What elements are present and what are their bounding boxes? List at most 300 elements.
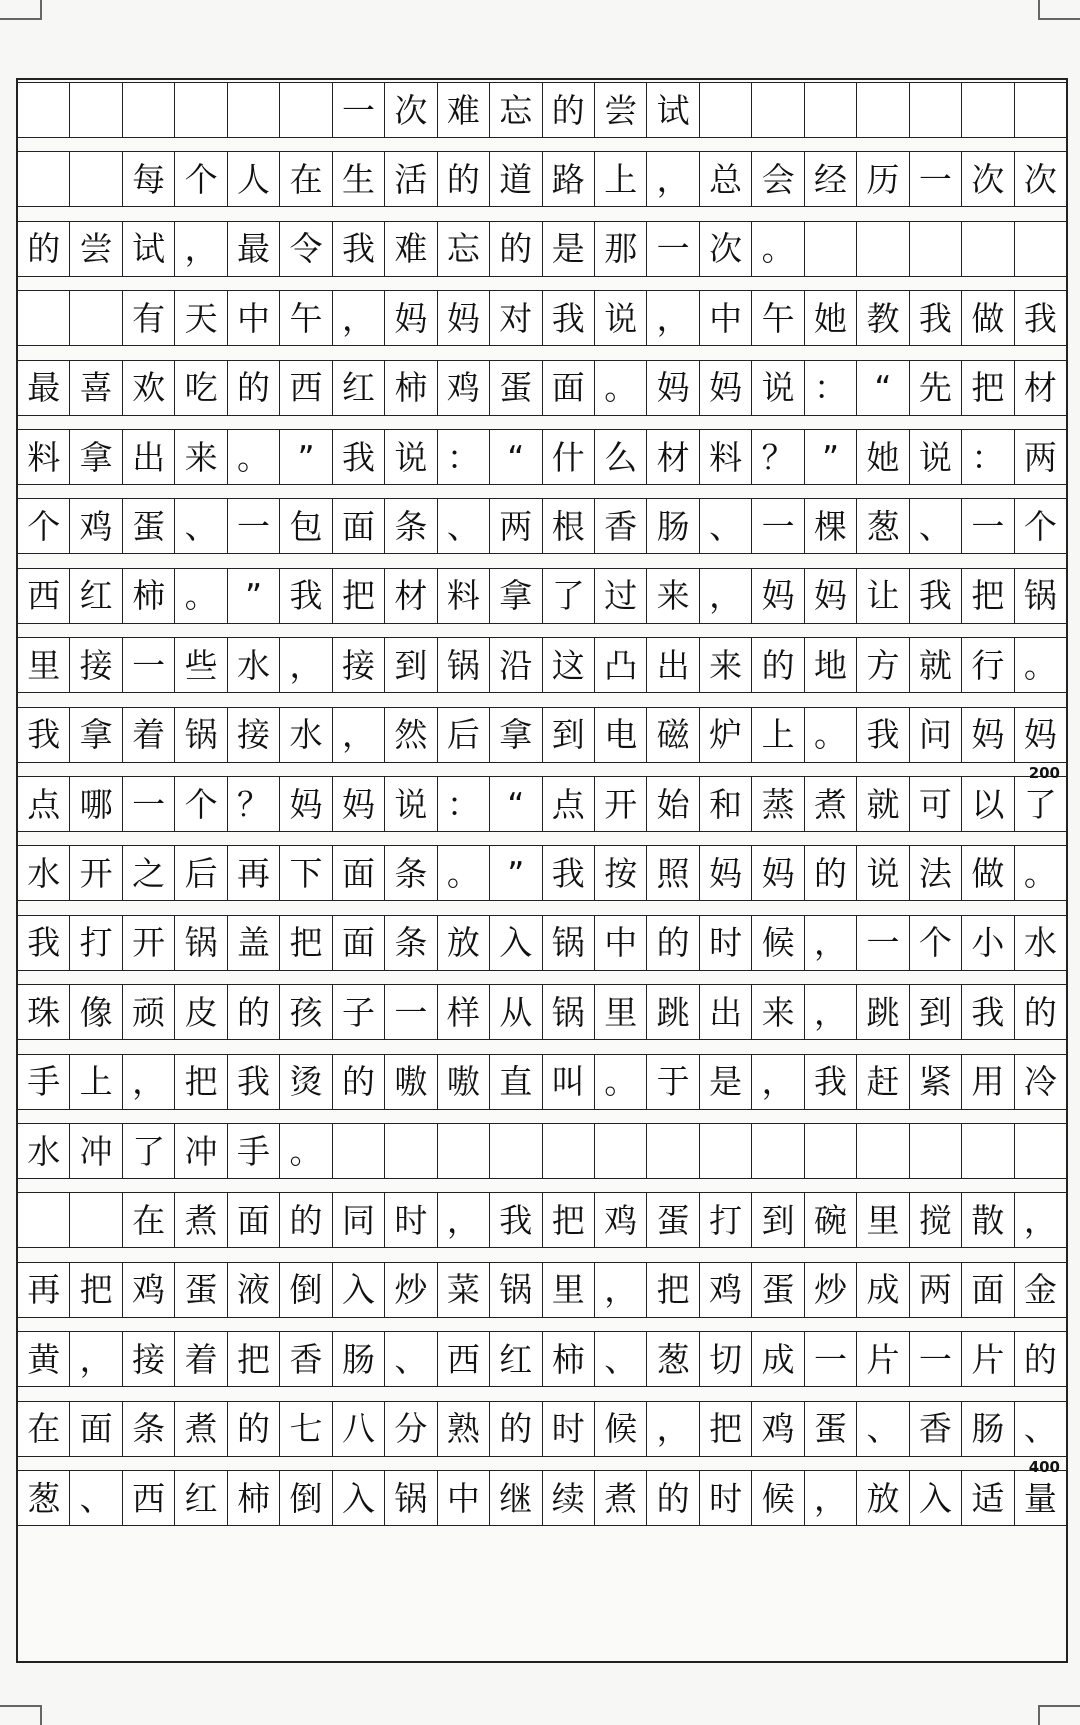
grid-cell (175, 83, 227, 137)
grid-cell: 的 (490, 222, 542, 276)
grid-cell: “ (857, 361, 909, 415)
grid-cell: 珠 (18, 985, 70, 1039)
grid-cell: 的 (490, 1402, 542, 1456)
grid-cell (962, 1124, 1014, 1178)
grid-cell: 人 (228, 152, 280, 206)
grid-cell: 把 (70, 1263, 122, 1317)
grid-cell: 跳 (857, 985, 909, 1039)
grid-cell: 来 (752, 985, 804, 1039)
grid-cell: 后 (438, 708, 490, 762)
grid-cell: 。 (228, 430, 280, 484)
grid-cell: 个 (175, 777, 227, 831)
grid-cell: 欢 (123, 361, 175, 415)
grid-cell: 根 (543, 499, 595, 553)
grid-cell: 入 (333, 1471, 385, 1525)
grid-cell: 手 (18, 1055, 70, 1109)
grid-cell: 分 (385, 1402, 437, 1456)
grid-cell: 接 (228, 708, 280, 762)
grid-cell: 历 (857, 152, 909, 206)
grid-cell: ” (228, 569, 280, 623)
grid-cell (805, 1124, 857, 1178)
grid-cell: 水 (18, 1124, 70, 1178)
grid-cell: 忘 (438, 222, 490, 276)
grid-cell: 来 (700, 638, 752, 692)
grid-cell: 面 (543, 361, 595, 415)
grid-cell: 锅 (385, 1471, 437, 1525)
grid-cell: 红 (70, 569, 122, 623)
grid-cell: 我 (543, 846, 595, 900)
grid-cell: 柿 (228, 1471, 280, 1525)
grid-cell: 料 (700, 430, 752, 484)
grid-cell: ， (333, 708, 385, 762)
grid-cell: 我 (1023, 298, 1057, 338)
grid-cell: 妈 (805, 569, 857, 623)
grid-cell: ， (647, 1402, 699, 1456)
grid-cell: 拿 (70, 708, 122, 762)
text-row (18, 1054, 1066, 1110)
grid-cell: 面 (70, 1402, 122, 1456)
grid-cell: 个 (18, 499, 70, 553)
grid-cell: 的 (1023, 992, 1057, 1032)
grid-cell: ， (123, 1055, 175, 1109)
text-row (18, 360, 1066, 416)
grid-cell: 上 (595, 152, 647, 206)
word-count-marker: 400 (1028, 1457, 1060, 1476)
grid-cell: 材 (385, 569, 437, 623)
grid-cell: 鸡 (752, 1402, 804, 1456)
grid-cell: 点 (18, 777, 70, 831)
grid-cell: 试 (123, 222, 175, 276)
grid-cell: 煮 (595, 1471, 647, 1525)
grid-cell: 鸡 (123, 1263, 175, 1317)
grid-cell (962, 222, 1014, 276)
grid-cell: 面 (333, 916, 385, 970)
grid-cell: 我 (18, 708, 70, 762)
grid-cell: 冷 (1023, 1062, 1057, 1102)
text-row (18, 637, 1066, 693)
grid-cell: 我 (910, 569, 962, 623)
grid-cell: 说 (385, 777, 437, 831)
grid-cell: 两 (490, 499, 542, 553)
grid-cell: 在 (123, 1193, 175, 1247)
grid-cell: 蛋 (490, 361, 542, 415)
grid-cell: 红 (333, 361, 385, 415)
grid-cell: 难 (438, 83, 490, 137)
grid-cell: 说 (910, 430, 962, 484)
grid-cell: 香 (280, 1332, 332, 1386)
grid-cell: 柿 (123, 569, 175, 623)
grid-cell: 的 (1023, 1339, 1057, 1379)
grid-cell: 散 (962, 1193, 1014, 1247)
grid-cell: 包 (280, 499, 332, 553)
word-count-marker: 200 (1028, 763, 1060, 782)
text-row (18, 1262, 1066, 1318)
grid-cell: 条 (385, 916, 437, 970)
grid-cell: 肠 (962, 1402, 1014, 1456)
text-row (18, 221, 1066, 277)
grid-cell: 、 (438, 499, 490, 553)
grid-cell: 。 (595, 1055, 647, 1109)
grid-cell: 上 (752, 708, 804, 762)
grid-cell: 次 (1023, 159, 1057, 199)
grid-cell: 从 (490, 985, 542, 1039)
grid-cell (700, 83, 752, 137)
grid-cell: 来 (175, 430, 227, 484)
grid-cell: 片 (962, 1332, 1014, 1386)
grid-cell: 一 (385, 985, 437, 1039)
grid-cell: 我 (280, 569, 332, 623)
grid-cell: 的 (228, 985, 280, 1039)
grid-cell: 水 (228, 638, 280, 692)
grid-cell: 再 (228, 846, 280, 900)
grid-cell: 锅 (175, 708, 227, 762)
grid-cell (543, 1124, 595, 1178)
grid-cell: 。 (805, 708, 857, 762)
grid-cell (1015, 222, 1066, 276)
grid-cell: 着 (123, 708, 175, 762)
grid-cell: 、 (175, 499, 227, 553)
grid-cell: 两 (1023, 437, 1057, 477)
grid-cell: 拿 (70, 430, 122, 484)
grid-cell: 时 (543, 1402, 595, 1456)
grid-cell: 里 (857, 1193, 909, 1247)
grid-cell: 是 (543, 222, 595, 276)
grid-cell: 材 (647, 430, 699, 484)
grid-cell: 、 (70, 1471, 122, 1525)
grid-cell: 最 (228, 222, 280, 276)
grid-cell: 于 (647, 1055, 699, 1109)
grid-cell: 到 (543, 708, 595, 762)
grid-cell: 会 (752, 152, 804, 206)
grid-cell: 锅 (1023, 576, 1057, 616)
grid-cell: 尝 (595, 83, 647, 137)
grid-cell: 来 (647, 569, 699, 623)
grid-cell (70, 291, 122, 345)
grid-cell: 菜 (438, 1263, 490, 1317)
grid-cell: 的 (280, 1193, 332, 1247)
grid-cell: 午 (752, 291, 804, 345)
grid-cell: 的 (438, 152, 490, 206)
grid-cell: 的 (228, 1402, 280, 1456)
text-row (18, 776, 1066, 832)
grid-cell: 里 (595, 985, 647, 1039)
grid-cell: ？ (752, 430, 804, 484)
grid-cell: 那 (595, 222, 647, 276)
grid-cell: 的 (333, 1055, 385, 1109)
grid-cell: 先 (910, 361, 962, 415)
grid-cell: 我 (333, 430, 385, 484)
grid-cell (1015, 1124, 1066, 1178)
grid-cell: 放 (857, 1471, 909, 1525)
grid-cell: 锅 (438, 638, 490, 692)
grid-cell: 八 (333, 1402, 385, 1456)
grid-cell: 顽 (123, 985, 175, 1039)
grid-cell (1015, 83, 1066, 137)
grid-cell: 总 (700, 152, 752, 206)
grid-cell (333, 1124, 385, 1178)
grid-cell: 锅 (490, 1263, 542, 1317)
grid-cell: 面 (962, 1263, 1014, 1317)
grid-cell: 条 (123, 1402, 175, 1456)
grid-cell: 手 (228, 1124, 280, 1178)
grid-cell: 紧 (910, 1055, 962, 1109)
grid-cell: 她 (857, 430, 909, 484)
grid-cell: ， (805, 1471, 857, 1525)
grid-cell: 量 (1023, 1478, 1057, 1518)
grid-cell: 她 (805, 291, 857, 345)
grid-cell: ， (805, 985, 857, 1039)
grid-cell: 拿 (490, 569, 542, 623)
grid-cell (910, 1124, 962, 1178)
grid-cell: 烫 (280, 1055, 332, 1109)
grid-cell: 肠 (333, 1332, 385, 1386)
grid-cell: 熟 (438, 1402, 490, 1456)
grid-cell: ， (438, 1193, 490, 1247)
grid-cell: 一 (910, 152, 962, 206)
grid-cell: 葱 (18, 1471, 70, 1525)
grid-cell: ， (647, 291, 699, 345)
grid-cell: 妈 (962, 708, 1014, 762)
grid-cell: 么 (595, 430, 647, 484)
grid-cell: 最 (18, 361, 70, 415)
text-row (18, 1123, 1066, 1179)
grid-cell: 柿 (543, 1332, 595, 1386)
grid-cell: 赶 (857, 1055, 909, 1109)
grid-cell: 的 (752, 638, 804, 692)
grid-cell (910, 83, 962, 137)
grid-cell: 水 (1023, 923, 1057, 963)
grid-cell: 成 (857, 1263, 909, 1317)
grid-cell: 。 (1023, 853, 1057, 893)
grid-cell: 冲 (70, 1124, 122, 1178)
grid-cell: 我 (962, 985, 1014, 1039)
grid-cell: 磁 (647, 708, 699, 762)
grid-cell: 蛋 (175, 1263, 227, 1317)
grid-cell: 料 (438, 569, 490, 623)
grid-cell: 妈 (700, 361, 752, 415)
grid-cell (595, 1124, 647, 1178)
grid-cell: 香 (910, 1402, 962, 1456)
grid-cell: 棵 (805, 499, 857, 553)
grid-cell: ， (175, 222, 227, 276)
grid-cell: 续 (543, 1471, 595, 1525)
grid-cell: 中 (438, 1471, 490, 1525)
grid-cell: 倒 (280, 1263, 332, 1317)
grid-cell: 叫 (543, 1055, 595, 1109)
grid-cell: 。 (280, 1124, 332, 1178)
grid-cell: 蛋 (647, 1193, 699, 1247)
grid-cell: 电 (595, 708, 647, 762)
grid-cell: 适 (962, 1471, 1014, 1525)
grid-cell: 尝 (70, 222, 122, 276)
grid-cell: 炉 (700, 708, 752, 762)
grid-cell: 候 (595, 1402, 647, 1456)
grid-cell: 忘 (490, 83, 542, 137)
text-row (18, 1331, 1066, 1387)
grid-cell: 葱 (857, 499, 909, 553)
grid-cell: 过 (595, 569, 647, 623)
grid-cell: 一 (123, 777, 175, 831)
grid-cell: 沿 (490, 638, 542, 692)
grid-cell: 问 (910, 708, 962, 762)
grid-cell: 然 (385, 708, 437, 762)
text-row (18, 1470, 1066, 1526)
grid-cell: 香 (595, 499, 647, 553)
grid-cell: 妈 (333, 777, 385, 831)
grid-cell: 里 (543, 1263, 595, 1317)
grid-cell: 的 (647, 1471, 699, 1525)
grid-cell: 入 (910, 1471, 962, 1525)
grid-cell (70, 152, 122, 206)
grid-cell: 一 (857, 916, 909, 970)
text-row (18, 1192, 1066, 1248)
grid-cell: 时 (700, 1471, 752, 1525)
grid-cell: 样 (438, 985, 490, 1039)
grid-cell: ， (647, 152, 699, 206)
grid-cell: 候 (752, 1471, 804, 1525)
page-corner-mark (1038, 1705, 1080, 1725)
grid-cell: 鸡 (70, 499, 122, 553)
grid-cell: 接 (123, 1332, 175, 1386)
composition-grid-paper (16, 78, 1068, 1663)
grid-cell: 西 (18, 569, 70, 623)
grid-cell: 打 (700, 1193, 752, 1247)
grid-cell: 有 (123, 291, 175, 345)
text-row (18, 915, 1066, 971)
grid-cell: 面 (228, 1193, 280, 1247)
grid-cell: ？ (228, 777, 280, 831)
grid-cell: 冲 (175, 1124, 227, 1178)
grid-cell: 像 (70, 985, 122, 1039)
text-row (18, 707, 1066, 763)
grid-cell: 方 (857, 638, 909, 692)
grid-cell: 哪 (70, 777, 122, 831)
grid-cell (752, 1124, 804, 1178)
grid-cell: 液 (228, 1263, 280, 1317)
grid-cell: 的 (543, 83, 595, 137)
grid-cell: 让 (857, 569, 909, 623)
grid-cell: 煮 (805, 777, 857, 831)
grid-cell: 上 (70, 1055, 122, 1109)
grid-cell: 炒 (805, 1263, 857, 1317)
grid-cell: 放 (438, 916, 490, 970)
grid-cell: 活 (385, 152, 437, 206)
grid-cell (70, 1193, 122, 1247)
grid-cell: 入 (490, 916, 542, 970)
grid-cell: ， (70, 1332, 122, 1386)
grid-cell: 锅 (543, 916, 595, 970)
page-corner-mark (0, 1705, 42, 1725)
grid-cell (857, 1124, 909, 1178)
grid-cell: 妈 (752, 846, 804, 900)
grid-cell (805, 83, 857, 137)
grid-cell: 中 (700, 291, 752, 345)
grid-cell: 到 (752, 1193, 804, 1247)
grid-cell: 鸡 (438, 361, 490, 415)
grid-cell: 时 (385, 1193, 437, 1247)
grid-cell: 天 (175, 291, 227, 345)
grid-cell: ， (805, 916, 857, 970)
grid-cell: ： (962, 430, 1014, 484)
grid-cell: 煮 (175, 1193, 227, 1247)
grid-cell: 一 (752, 499, 804, 553)
grid-cell: 搅 (910, 1193, 962, 1247)
grid-cell: ： (438, 430, 490, 484)
grid-cell (752, 83, 804, 137)
grid-cell: 说 (595, 291, 647, 345)
grid-cell: 把 (962, 361, 1014, 415)
grid-cell: 子 (333, 985, 385, 1039)
grid-cell: 行 (962, 638, 1014, 692)
grid-cell: 路 (543, 152, 595, 206)
grid-cell: 把 (228, 1332, 280, 1386)
grid-cell: 开 (123, 916, 175, 970)
grid-cell: 蛋 (123, 499, 175, 553)
grid-cell: 一 (805, 1332, 857, 1386)
grid-cell: 柿 (385, 361, 437, 415)
grid-cell: 什 (543, 430, 595, 484)
grid-cell: 。 (175, 569, 227, 623)
grid-cell: 法 (910, 846, 962, 900)
grid-cell: 出 (123, 430, 175, 484)
grid-cell: 的 (805, 846, 857, 900)
grid-cell: 开 (70, 846, 122, 900)
grid-cell: 用 (962, 1055, 1014, 1109)
text-row (18, 568, 1066, 624)
grid-cell: 水 (18, 846, 70, 900)
grid-cell: 面 (333, 846, 385, 900)
grid-cell: 妈 (1023, 715, 1057, 755)
grid-cell: 蒸 (752, 777, 804, 831)
grid-cell: 妈 (280, 777, 332, 831)
grid-cell: 做 (962, 291, 1014, 345)
grid-cell: 是 (700, 1055, 752, 1109)
grid-cell: 鸡 (595, 1193, 647, 1247)
grid-cell: 把 (280, 916, 332, 970)
grid-cell (385, 1124, 437, 1178)
grid-cell: 把 (333, 569, 385, 623)
grid-cell: “ (490, 430, 542, 484)
grid-cell (18, 1193, 70, 1247)
grid-cell (857, 222, 909, 276)
grid-cell: 面 (333, 499, 385, 553)
grid-cell: ， (700, 569, 752, 623)
text-row (18, 429, 1066, 485)
grid-cell: 妈 (647, 361, 699, 415)
grid-cell (490, 1124, 542, 1178)
grid-cell: 同 (333, 1193, 385, 1247)
grid-cell: 、 (700, 499, 752, 553)
grid-cell: 在 (18, 1402, 70, 1456)
grid-cell: 金 (1023, 1270, 1057, 1310)
grid-cell: 蛋 (805, 1402, 857, 1456)
grid-cell: 锅 (543, 985, 595, 1039)
grid-cell: 嗷 (438, 1055, 490, 1109)
grid-cell: 次 (962, 152, 1014, 206)
grid-cell: 地 (805, 638, 857, 692)
grid-cell (910, 222, 962, 276)
grid-cell: 跳 (647, 985, 699, 1039)
grid-cell: 做 (962, 846, 1014, 900)
grid-cell: 我 (805, 1055, 857, 1109)
grid-cell: 说 (385, 430, 437, 484)
grid-cell: 就 (857, 777, 909, 831)
grid-cell: 开 (595, 777, 647, 831)
grid-cell: 妈 (700, 846, 752, 900)
title-row (18, 82, 1066, 138)
grid-cell: 孩 (280, 985, 332, 1039)
grid-cell: 教 (857, 291, 909, 345)
